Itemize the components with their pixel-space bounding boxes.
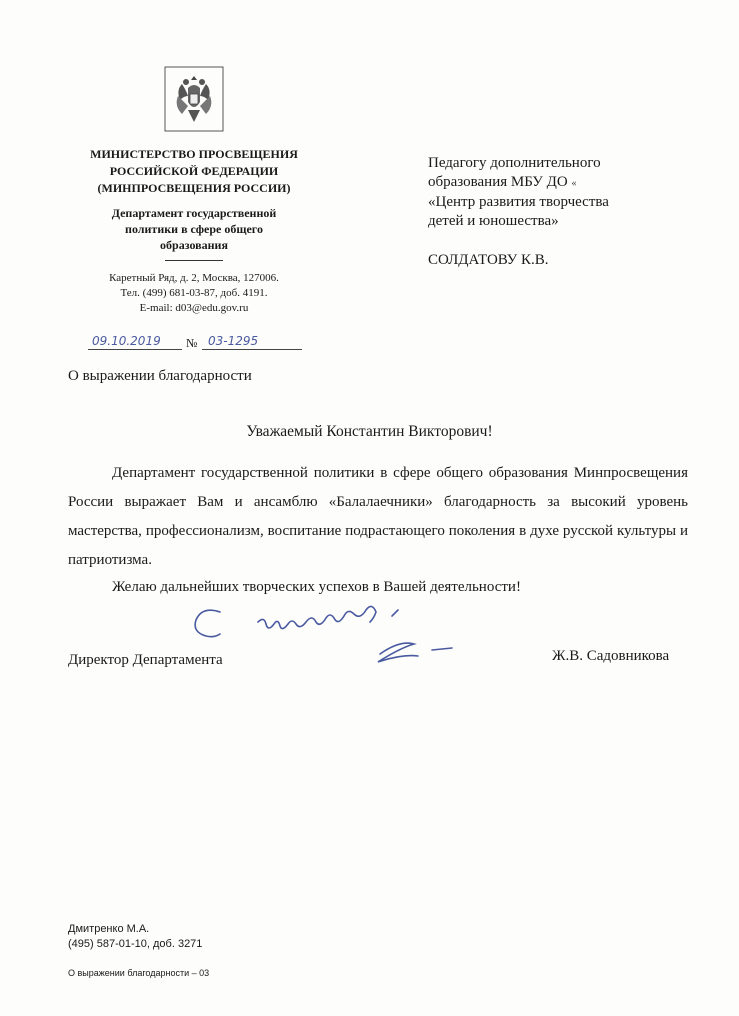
phone: Тел. (499) 681-03-87, доб. 4191. [120, 287, 268, 299]
signatory-role: Директор Департамента [68, 652, 223, 668]
department-name: Департамент государственной политики в сфере общего образования [111, 206, 277, 252]
subject-line: О выражении благодарности [68, 368, 252, 384]
sender-block [70, 146, 318, 316]
divider [165, 260, 223, 261]
number-underline [202, 349, 302, 350]
closing-wish: Желаю дальнейших творческих успехов в Вашей деятельности! [112, 579, 521, 595]
ministry-name: МИНИСТЕРСТВО ПРОСВЕЩЕНИЯ РОССИЙСКОЙ ФЕДЕРАЦИИ (МИНПРОСВЕЩЕНИЯ РОССИИ) [90, 147, 298, 195]
executor-name: Дмитренко М.А. [68, 923, 150, 935]
document-footer: О выражении благодарности – 03 [68, 968, 210, 978]
reg-number: 03-1295 [208, 334, 259, 348]
reg-date: 09.10.2019 [92, 334, 161, 348]
date-underline [88, 349, 182, 350]
letter-body: Департамент государственной политики в сфере общего образования Минпросвещения России выражает Вам и ансамблю «Балалаечники» благодарность за высокий уровень мастерства, профессионализм, воспитание подрастающего поколения в духе русской культуры и патриотизма. [68, 465, 688, 568]
executor-phone: (495) 587-01-10, доб. 3271 [68, 938, 203, 950]
signatory-name: Ж.В. Садовникова [552, 648, 670, 664]
sender-contacts [70, 271, 318, 316]
handwritten-mark: « [571, 178, 577, 189]
executor-info [68, 922, 202, 952]
addressee-block: Педагогу дополнительного образования МБУ ДО « «Центр развития творчества детей и юношества» СОЛДАТОВУ К.В. [428, 155, 609, 268]
addressee-name: СОЛДАТОВУ К.В. [428, 252, 549, 268]
registration-line [88, 334, 302, 354]
email: E-mail: d03@edu.gov.ru [139, 302, 249, 314]
address: Каретный Ряд, д. 2, Москва, 127006. [109, 272, 279, 284]
greeting: Уважаемый Константин Викторович! [246, 423, 493, 440]
reg-number-label: № [186, 336, 198, 350]
handwritten-signature [180, 598, 480, 670]
coat-of-arms-icon [164, 66, 224, 132]
